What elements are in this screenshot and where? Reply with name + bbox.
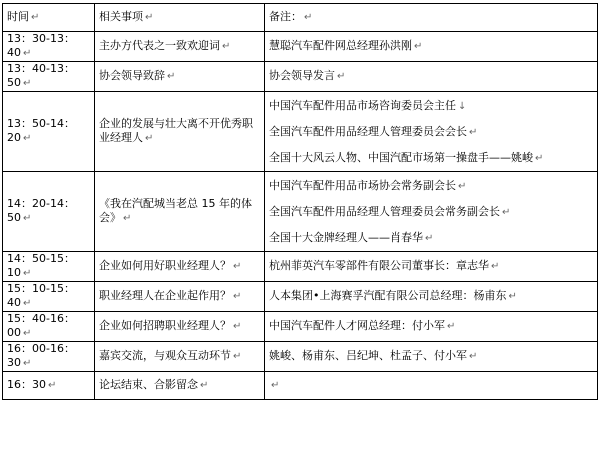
table-row xyxy=(3,172,598,252)
note-cell: 姚峻、杨甫东、吕纪坤、杜孟子、付小军 ↵ xyxy=(265,342,598,372)
time-cell: 14：50-15：10 ↵ xyxy=(3,252,95,282)
note-cell: ↵ xyxy=(265,372,598,400)
note-cell: 协会领导发言 ↵ xyxy=(265,62,598,92)
time-cell: 15：10-15：40 ↵ xyxy=(3,282,95,312)
table-row xyxy=(3,32,598,62)
table-row xyxy=(3,252,598,282)
item-cell: 协会领导致辞 ↵ xyxy=(95,62,265,92)
note-cell: 中国汽车配件人才网总经理：付小军 ↵ xyxy=(265,312,598,342)
item-cell: 企业如何用好职业经理人？ ↵ xyxy=(95,252,265,282)
table-row xyxy=(3,62,598,92)
note-cell: 中国汽车配件用品市场协会常务副会长 ↵ 全国汽车配件用品经理人管理委员会常务副会长 ↵ 全国十大金牌经理人——肖春华 ↵ xyxy=(265,172,598,252)
table-row xyxy=(3,312,598,342)
note-cell: 中国汽车配件用品市场咨询委员会主任 ↓ 全国汽车配件用品经理人管理委员会会长 ↵ 全国十大风云人物、中国汽配市场第一操盘手——姚峻 ↵ xyxy=(265,92,598,172)
header-row xyxy=(3,4,598,32)
time-cell: 15：40-16：00 ↵ xyxy=(3,312,95,342)
item-cell: 论坛结束、合影留念 ↵ xyxy=(95,372,265,400)
time-cell: 14：20-14：50 ↵ xyxy=(3,172,95,252)
time-cell: 13：30-13：40 ↵ xyxy=(3,32,95,62)
item-cell: 嘉宾交流，与观众互动环节 ↵ xyxy=(95,342,265,372)
header-item: 相关事项 ↵ xyxy=(95,4,265,32)
note-cell: 杭州菲英汽车零部件有限公司董事长：章志华 ↵ xyxy=(265,252,598,282)
time-cell: 13：50-14：20 ↵ xyxy=(3,92,95,172)
note-cell: 慧聪汽车配件网总经理孙洪刚 ↵ xyxy=(265,32,598,62)
item-cell: 《我在汽配城当老总 15 年的体会》 ↵ xyxy=(95,172,265,252)
header-note: 备注： ↵ xyxy=(265,4,598,32)
item-cell: 企业的发展与壮大离不开优秀职业经理人 ↵ xyxy=(95,92,265,172)
table-row xyxy=(3,92,598,172)
item-cell: 企业如何招聘职业经理人？ ↵ xyxy=(95,312,265,342)
table-row xyxy=(3,282,598,312)
note-cell: 人本集团•上海赛孚汽配有限公司总经理：杨甫东 ↵ xyxy=(265,282,598,312)
table-row xyxy=(3,372,598,400)
schedule-table xyxy=(2,3,598,400)
item-cell: 职业经理人在企业起作用？ ↵ xyxy=(95,282,265,312)
time-cell: 16：30 ↵ xyxy=(3,372,95,400)
item-cell: 主办方代表之一致欢迎词 ↵ xyxy=(95,32,265,62)
time-cell: 13：40-13：50 ↵ xyxy=(3,62,95,92)
table-row xyxy=(3,342,598,372)
header-time: 时间 ↵ xyxy=(3,4,95,32)
time-cell: 16：00-16：30 ↵ xyxy=(3,342,95,372)
